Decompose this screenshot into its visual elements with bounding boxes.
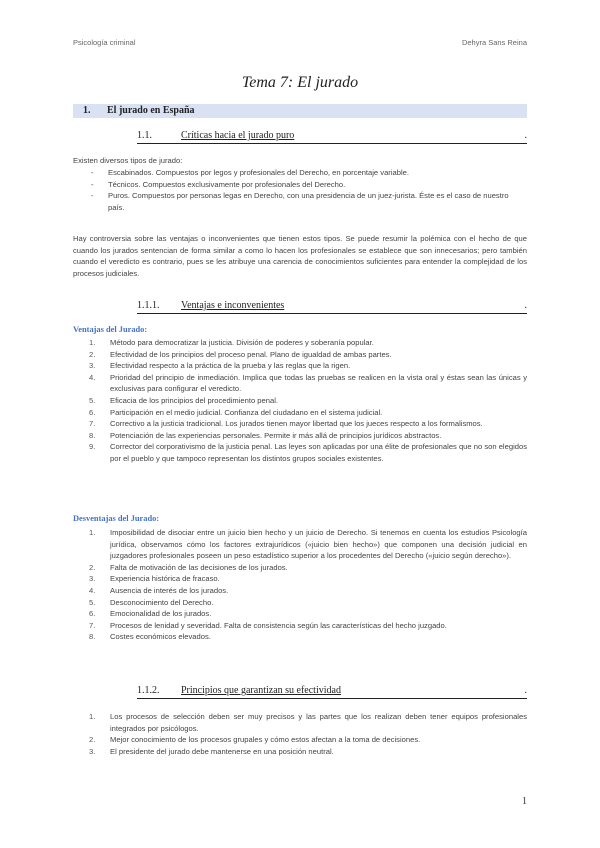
controversy-paragraph: Hay controversia sobre las ventajas o inconvenientes que tienen estos tipos. Se puede resumir la polémica con el hecho de que cuando los jurados sentencian de forma similar a como lo hacen los profesionales se establece que son innecesarios; pero también cuando el veredicto es contrario, pues se les atribuye una carencia de conocimientos suficientes para entender la complejidad de los procesos judiciales. [73, 234, 527, 278]
list-item: 1. Los procesos de selección deben ser muy precisos y las partes que los realizan deben tener equipos profesionales integrados por psicólogos. [89, 712, 527, 733]
subsubsection-title: Ventajas e inconvenientes [181, 300, 285, 311]
list-item: - Puros. Compuestos por personas legas en Derecho, con una presidencia de un juez-jurista. Éste es el caso de nuestro país. [91, 191, 509, 212]
list-item: 3. Experiencia histórica de fracaso. [89, 574, 220, 584]
list-item: 3. Efectividad respecto a la práctica de la prueba y las reglas que la rigen. [89, 361, 351, 371]
list-item: 2. Efectividad de los principios del proceso penal. Plano de igualdad de ambas partes. [89, 349, 392, 359]
list-item: 8. Costes económicos elevados. [89, 632, 211, 642]
list-item: 4. Prioridad del principio de inmediación. Implica que todas las pruebas se realicen en la vista oral y éstas sean las únicas y exclusivas para configurar el veredicto. [89, 372, 527, 394]
advantages-list [73, 337, 527, 465]
intro-text: Existen diversos tipos de jurado: [73, 156, 183, 165]
subsubsection-number: 1.1.1. [137, 300, 160, 311]
list-item: 9. Corrector del corporativismo de la justicia penal. Las leyes son aplicadas por una élite de profesionales que no son elegidos por el pueblo y que tampoco representan los distintos grupos sociales existentes. [89, 442, 527, 463]
section-title: El jurado en España [107, 105, 195, 116]
list-item: 5. Eficacia de los principios del procedimiento penal. [89, 395, 279, 405]
subsection-number: 1.1. [137, 130, 152, 141]
section-heading [73, 104, 527, 118]
list-item: 4. Ausencia de interés de los jurados. [89, 585, 229, 595]
header-subject: Psicología criminal [73, 38, 136, 47]
jury-types-list [73, 167, 527, 213]
list-item: 2. Mejor conocimiento de los procesos grupales y cómo estos afectan a la toma de decisiones. [89, 735, 421, 745]
subsection-end: . [524, 130, 527, 141]
page-title: Tema 7: El jurado [241, 74, 359, 91]
list-item: 7. Correctivo a la justicia tradicional. Los jurados tienen mayor libertad que los jueces respecto a los formalismos. [89, 419, 483, 429]
list-item: 8. Potenciación de las experiencias personales. Permite ir más allá de principios jurídicos abstractos. [89, 430, 442, 440]
list-item: - Escabinados. Compuestos por legos y profesionales del Derecho, en porcentaje variable. [91, 168, 409, 177]
disadvantages-heading: Desventajas del Jurado: [73, 514, 160, 523]
page-number: 1 [522, 796, 527, 807]
advantages-heading: Ventajas del Jurado: [73, 325, 148, 334]
subsubsection-end: . [524, 685, 527, 696]
subsubsection-number: 1.1.2. [137, 685, 160, 696]
list-item: 1. Método para democratizar la justicia. División de poderes y soberanía popular. [89, 338, 374, 347]
subsubsection-heading [137, 300, 527, 314]
list-item: 1. Imposibilidad de disociar entre un juicio bien hecho y un juicio de Derecho. Si tenemos en cuenta los estudios Psicología jurídica, observamos cómo los factores extrajurídicos («juicio bien hecho») que componen una decisión judicial en juzgadores profesionales poseen un peso estadístico superior a los procedentes del Derecho («juicio según derecho»). [89, 528, 527, 561]
header-author: Dehyra Sans Reina [461, 38, 527, 47]
subsubsection-title: Principios que garantizan su efectividad [181, 685, 341, 696]
list-item: 2. Falta de motivación de las decisiones de los jurados. [89, 562, 288, 572]
list-item: 5. Desconocimiento del Derecho. [89, 597, 214, 607]
list-item: 6. Emocionalidad de los jurados. [89, 609, 212, 619]
section-number: 1. [83, 105, 91, 116]
subsection-title: Críticas hacia el jurado puro [181, 130, 295, 141]
subsubsection-heading [137, 685, 527, 699]
list-item: 3. El presidente del jurado debe mantenerse en una posición neutral. [89, 746, 334, 756]
disadvantages-list [73, 527, 527, 643]
list-item: - Técnicos. Compuestos exclusivamente por profesionales del Derecho. [91, 179, 346, 189]
subsubsection-end: . [524, 300, 527, 311]
principles-list [73, 711, 527, 757]
subsection-heading [137, 130, 527, 144]
list-item: 7. Procesos de lenidad y severidad. Falta de consistencia según las características del hecho juzgado. [89, 620, 447, 630]
list-item: 6. Participación en el medio judicial. Confianza del ciudadano en el sistema judicial. [89, 407, 383, 417]
